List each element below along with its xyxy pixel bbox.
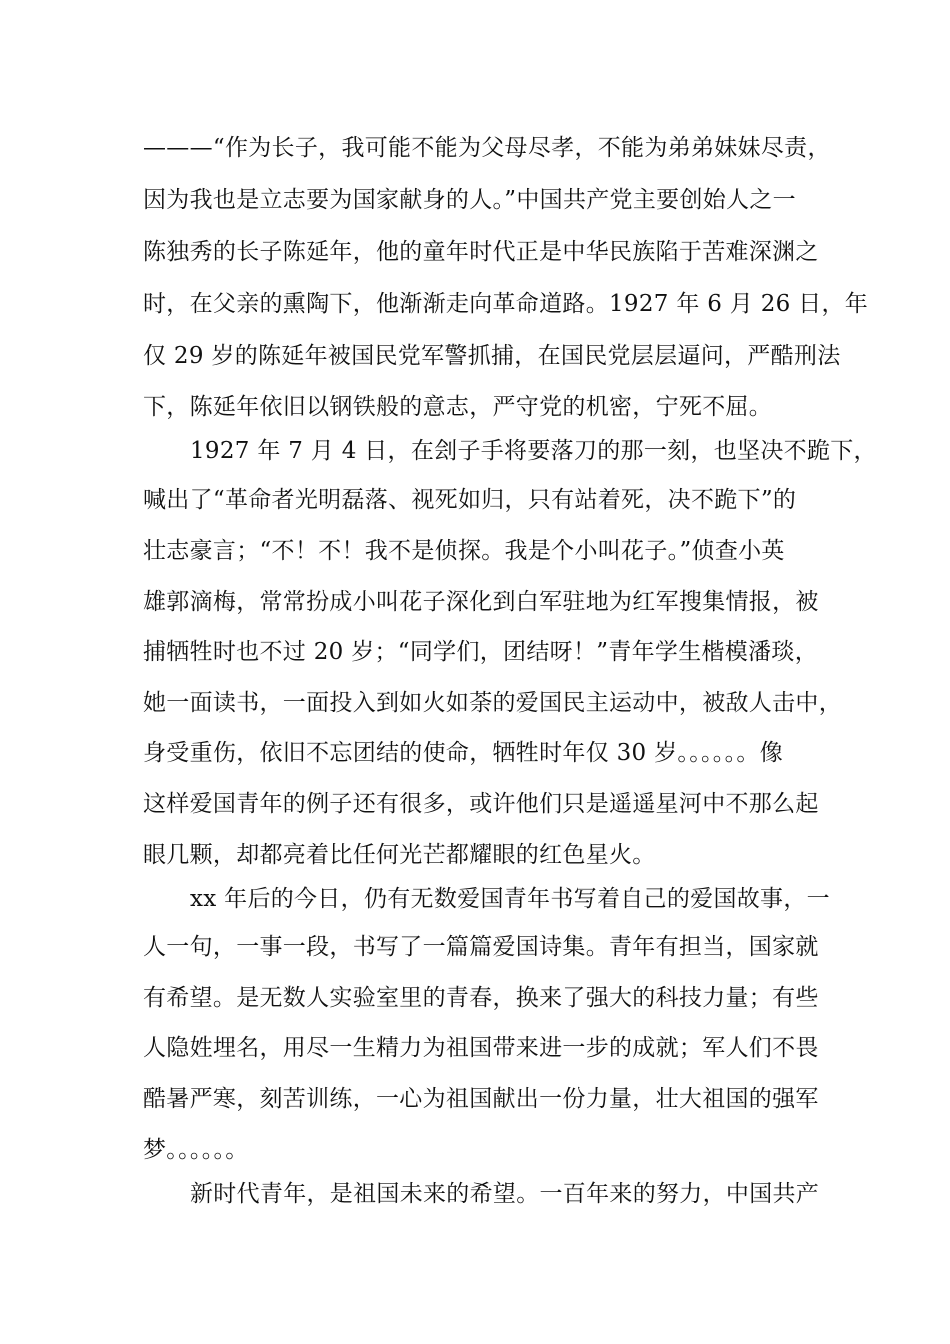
text-line: 下，陈延年依旧以钢铁般的意志，严守党的机密，宁死不屈。 bbox=[143, 394, 773, 420]
paragraph-start-line: 1927 年 7 月 4 日，在刽子手将要落刀的那一刻，也坚决不跪下， bbox=[190, 438, 877, 464]
text-line: 人隐姓埋名，用尽一生精力为祖国带来进一步的成就；军人们不畏 bbox=[143, 1035, 819, 1061]
text-line: 眼几颗，却都亮着比任何光芒都耀眼的红色星火。 bbox=[143, 842, 656, 868]
text-line: 壮志豪言；“不！不！我不是侦探。我是个小叫花子。”侦查小英 bbox=[143, 538, 785, 564]
text-line: 因为我也是立志要为国家献身的人。”中国共产党主要创始人之一 bbox=[143, 187, 796, 213]
text-line: 人一句，一事一段，书写了一篇篇爱国诗集。青年有担当，国家就 bbox=[143, 934, 819, 960]
text-line: 身受重伤，依旧不忘团结的使命，牺牲时年仅 30 岁。。。。。。像 bbox=[143, 740, 783, 766]
text-line: 这样爱国青年的例子还有很多，或许他们只是遥遥星河中不那么起 bbox=[143, 791, 819, 817]
paragraph-start-line: 新时代青年，是祖国未来的希望。一百年来的努力，中国共产 bbox=[190, 1181, 820, 1207]
text-line: 有希望。是无数人实验室里的青春，换来了强大的科技力量；有些 bbox=[143, 985, 819, 1011]
text-line: ———“作为长子，我可能不能为父母尽孝，不能为弟弟妹妹尽责， bbox=[143, 135, 831, 161]
text-line: 仅 29 岁的陈延年被国民党军警抓捕，在国民党层层逼问，严酷刑法 bbox=[143, 343, 841, 369]
text-line: 酷暑严寒，刻苦训练，一心为祖国献出一份力量，壮大祖国的强军 bbox=[143, 1086, 819, 1112]
text-line: 捕牺牲时也不过 20 岁；“同学们，团结呀！”青年学生楷模潘琰， bbox=[143, 639, 819, 665]
text-line: 雄郭滴梅，常常扮成小叫花子深化到白军驻地为红军搜集情报，被 bbox=[143, 589, 819, 615]
text-line: 她一面读书，一面投入到如火如荼的爱国民主运动中，被敌人击中， bbox=[143, 690, 842, 716]
text-line: 陈独秀的长子陈延年，他的童年时代正是中华民族陷于苦难深渊之 bbox=[143, 239, 819, 265]
text-line: 时，在父亲的熏陶下，他渐渐走向革命道路。1927 年 6 月 26 日，年 bbox=[143, 291, 869, 317]
paragraph-start-line: xx 年后的今日，仍有无数爱国青年书写着自己的爱国故事，一 bbox=[190, 886, 830, 912]
text-line: 梦。。。。。。 bbox=[143, 1137, 249, 1163]
text-line: 喊出了“革命者光明磊落、视死如归，只有站着死，决不跪下”的 bbox=[143, 487, 797, 513]
